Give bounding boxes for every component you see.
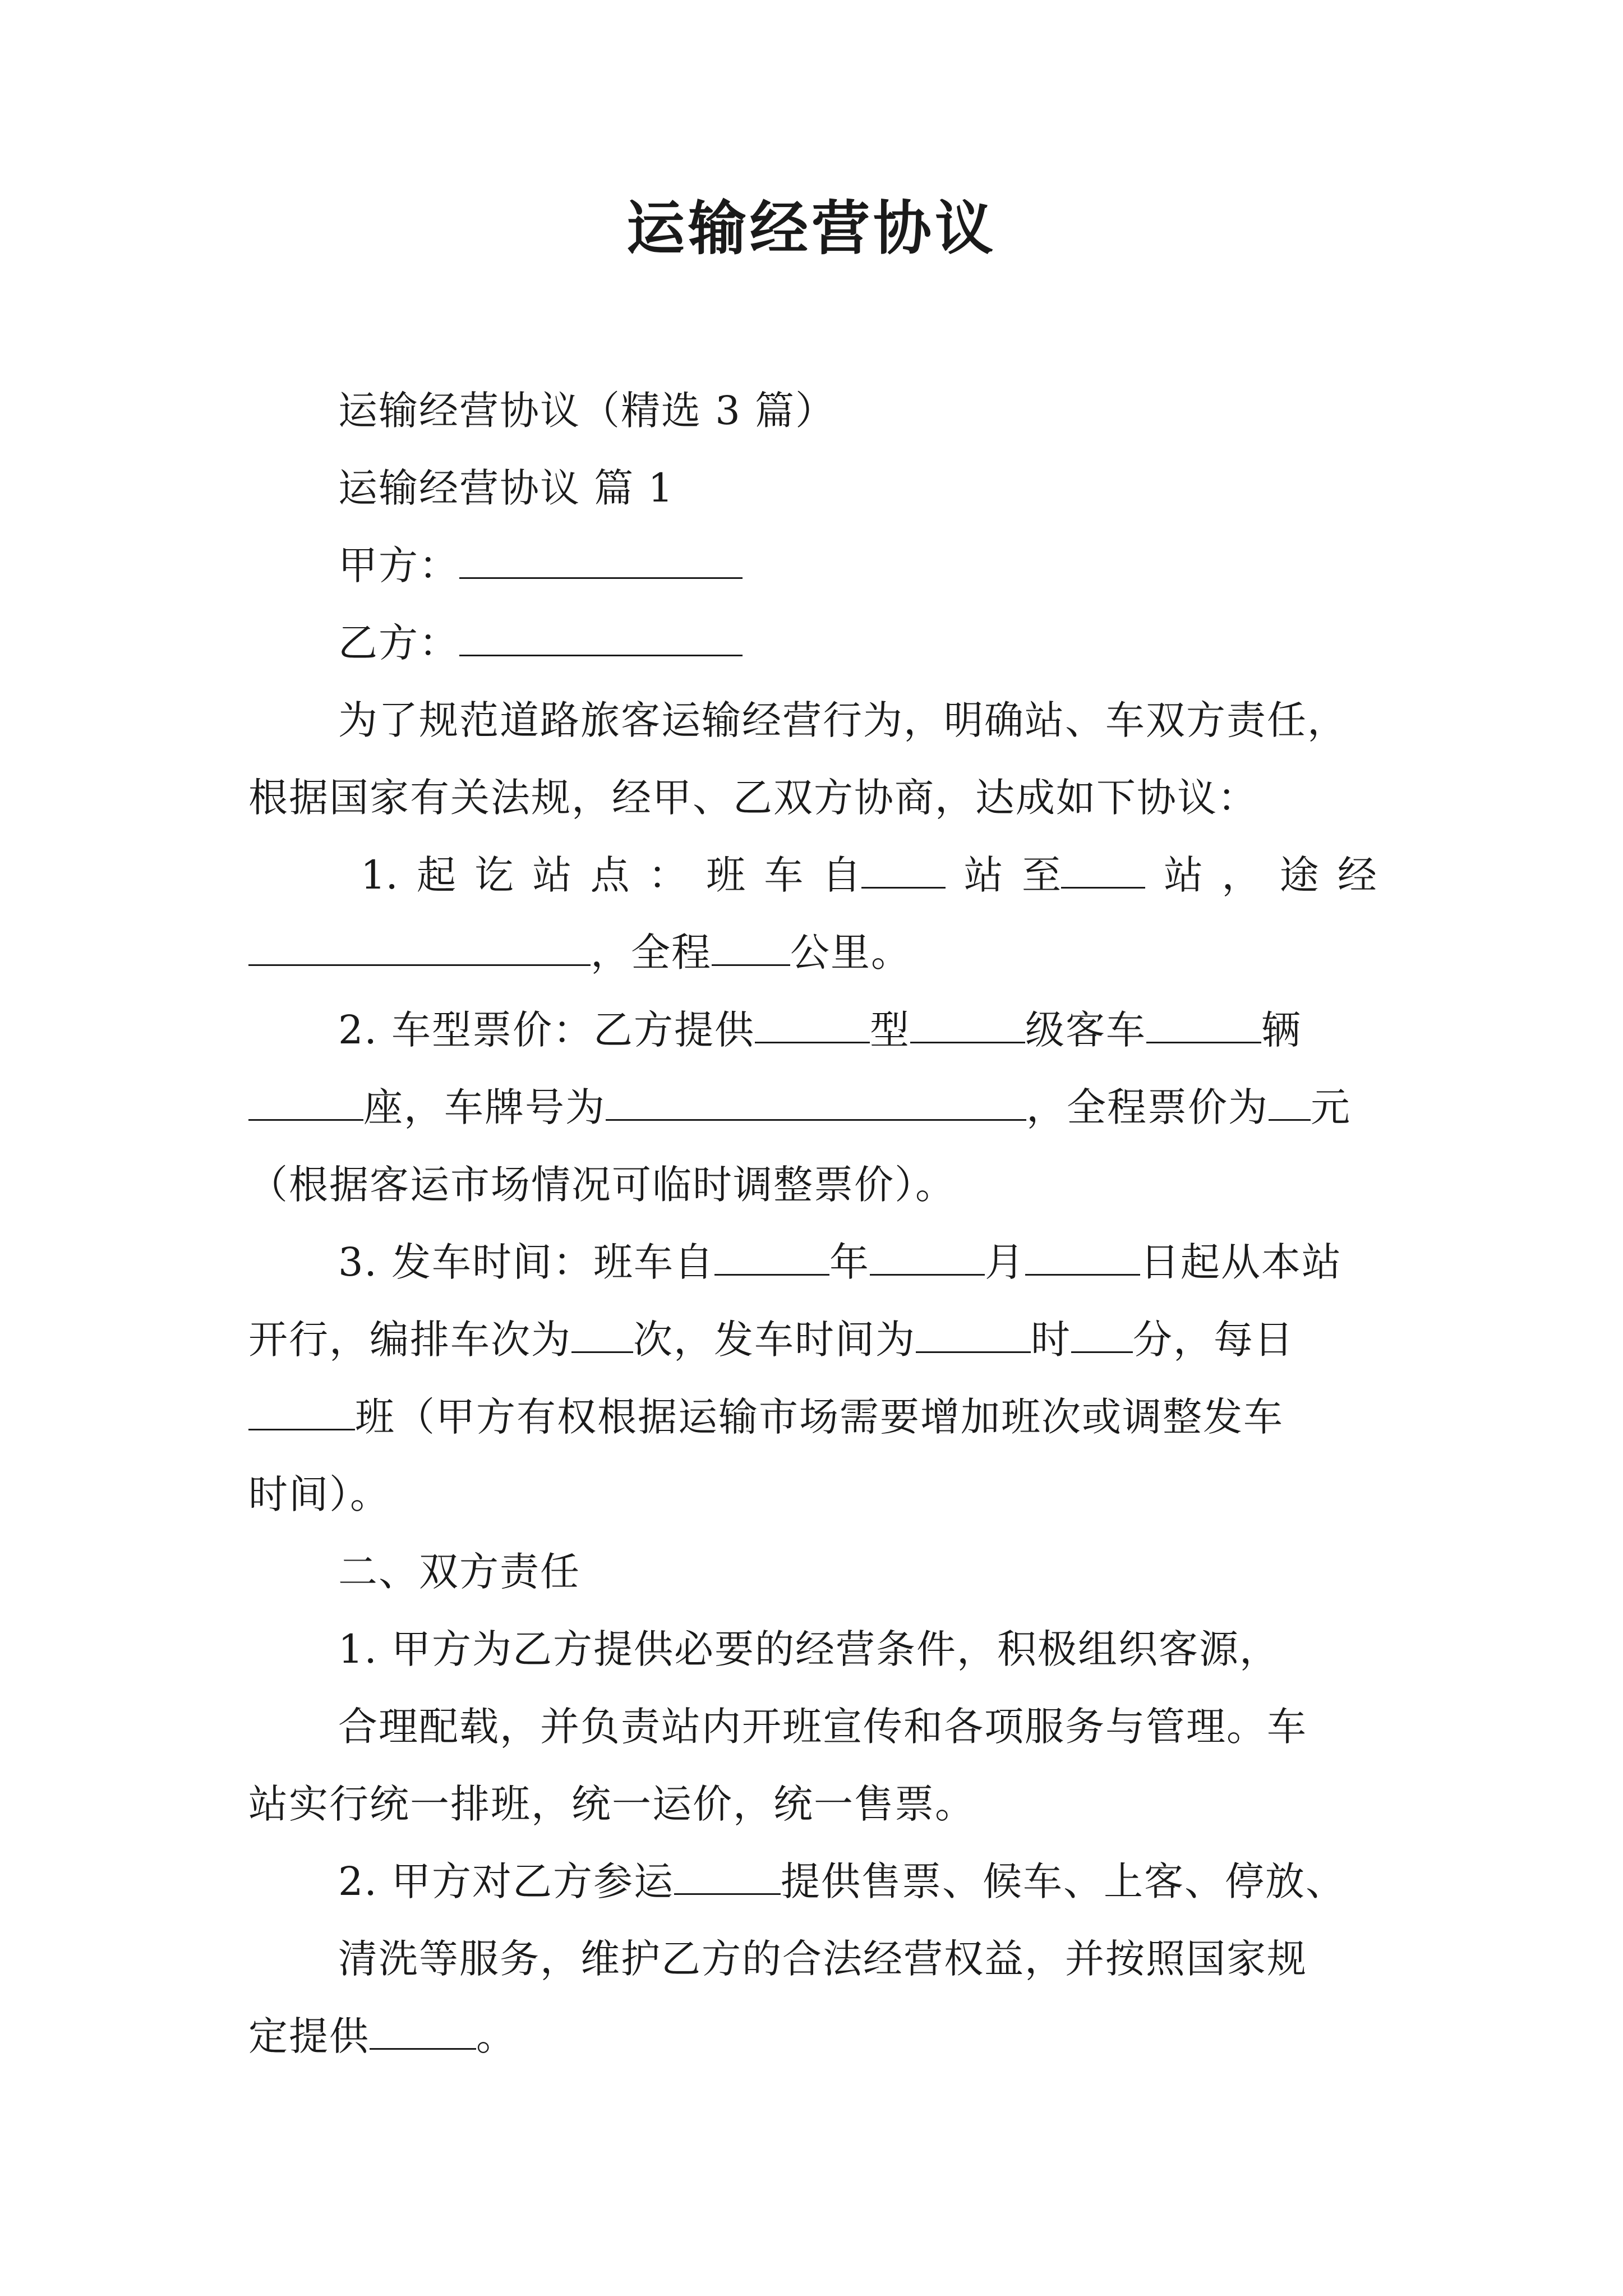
clause-1-char: 点 — [590, 852, 630, 898]
year-blank — [714, 1239, 829, 1276]
minute-blank — [1071, 1317, 1133, 1353]
responsibility-1-line-1: 1. 甲方为乙方提供必要的经营条件，积极组织客源， — [338, 1626, 1280, 1672]
clause-1-km-label: 公里。 — [790, 930, 911, 976]
party-a-line — [338, 542, 743, 589]
clause-1-segment: 至 — [1022, 852, 1145, 899]
fare-blank — [1269, 1084, 1311, 1121]
clause-1-total-label: ，全程 — [591, 930, 712, 976]
start-station-blank — [861, 852, 946, 889]
party-b-blank — [459, 620, 743, 656]
responsibility-2-line-1: 2. 甲方对乙方参运 提供售票、候车、上客、停放、 — [338, 1858, 1347, 1904]
clause-1-char: 站 — [1164, 852, 1204, 898]
party-a-blank — [459, 542, 743, 579]
document-subtitle: 运输经营协议（精选 3 篇） — [338, 388, 836, 434]
clause-1-char: ， — [1221, 852, 1261, 898]
month-blank — [870, 1239, 985, 1276]
clause-1-segment: 自 — [822, 852, 946, 899]
party-b-label: 乙方： — [338, 620, 459, 666]
route-via-blank — [248, 930, 591, 966]
plate-number-blank — [606, 1084, 1026, 1121]
seat-count-blank — [248, 1084, 363, 1121]
responsibility-1-line-2: 合理配载，并负责站内开班宣传和各项服务与管理。车 — [338, 1704, 1307, 1750]
clause-3-line-2: 开行，编排车次为 次，发车时间为 时 分，每日 — [248, 1317, 1294, 1363]
clause-2-line-2: 座，车牌号为 ，全程票价为 元 — [248, 1084, 1351, 1131]
clause-1-char: 起 — [417, 852, 457, 898]
document-title: 运输经营协议 — [626, 194, 997, 263]
clause-1-line-2 — [248, 929, 911, 976]
responsibility-2-line-3: 定提供 。 — [248, 2013, 517, 2059]
intro-line-1: 为了规范道路旅客运输经营行为，明确站、车双方责任， — [338, 697, 1348, 743]
participating-vehicles-blank — [674, 1858, 781, 1895]
clause-3-line-1: 3. 发车时间：班车自 年 月 日起从本站 — [338, 1239, 1343, 1285]
bus-type-blank — [755, 1007, 870, 1043]
section-2-heading: 二、双方责任 — [338, 1549, 580, 1595]
clause-1-char: 班 — [706, 852, 746, 898]
clause-1-char: 途 — [1279, 852, 1319, 898]
intro-line-2: 根据国家有关法规，经甲、乙双方协商，达成如下协议： — [248, 775, 1258, 821]
hour-blank — [916, 1317, 1031, 1353]
clause-3-line-3: 班（甲方有权根据运输市场需要增加班次或调整发车 — [248, 1393, 1284, 1441]
clause-2-line-1: 2. 车型票价：乙方提供 型 级客车 辆 — [338, 1007, 1302, 1053]
responsibility-2-line-2: 清洗等服务，维护乙方的合法经营权益，并按照国家规 — [338, 1936, 1307, 1982]
clause-1-segment: 站 — [963, 852, 1003, 898]
bus-grade-blank — [910, 1007, 1025, 1043]
clause-1-char: 经 — [1337, 852, 1377, 898]
clause-1-char: 车 — [764, 852, 804, 898]
section-heading: 运输经营协议 篇 1 — [338, 465, 675, 511]
clause-1-char: 站 — [532, 852, 572, 898]
provided-items-blank — [370, 2013, 476, 2050]
clause-1-char: 讫 — [474, 852, 514, 898]
party-a-label: 甲方： — [338, 542, 459, 588]
day-blank — [1025, 1239, 1140, 1276]
clause-1-line-1 — [361, 852, 1377, 899]
clause-2-line-3: （根据客运市场情况可临时调整票价）。 — [248, 1162, 956, 1208]
daily-trips-blank — [248, 1394, 355, 1430]
clause-3-line-4: 时间）。 — [248, 1471, 390, 1517]
party-b-line — [338, 619, 743, 666]
clause-1-number: 1. — [361, 852, 398, 898]
end-station-blank — [1061, 852, 1145, 889]
clause-1-char: ： — [648, 852, 688, 898]
bus-count-blank — [1146, 1007, 1261, 1043]
trip-number-blank — [571, 1317, 633, 1353]
responsibility-1-line-3: 站实行统一排班，统一运价，统一售票。 — [248, 1781, 975, 1827]
distance-blank — [712, 930, 790, 966]
